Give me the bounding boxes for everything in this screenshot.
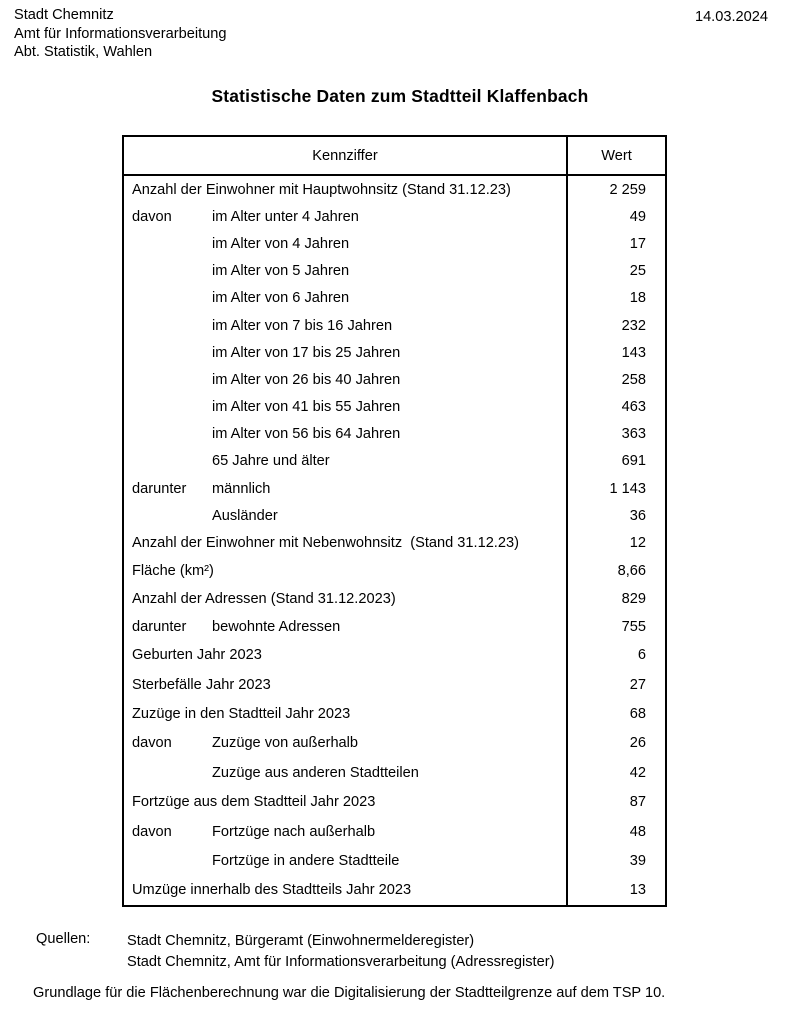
column-header-kennziffer: Kennziffer (312, 147, 378, 164)
row-value: 258 (621, 371, 646, 388)
area-calculation-note: Grundlage für die Flächenberechnung war die Digitalisierung der Stadtteilgrenze auf dem TSP 10. (33, 985, 666, 1001)
table-row (124, 176, 665, 203)
row-value: 463 (621, 399, 646, 416)
row-label: Zuzüge von außerhalb (212, 735, 359, 752)
row-label-cell (124, 394, 566, 421)
row-label: Fortzüge in andere Stadtteile (212, 853, 400, 870)
row-label-cell (124, 312, 566, 339)
row-label: im Alter von 5 Jahren (212, 263, 350, 280)
table-body (124, 176, 665, 905)
row-prefix: davon (132, 735, 172, 752)
sender-line-2: Amt für Informationsverarbeitung (14, 25, 227, 42)
table-row (124, 788, 665, 817)
table-row (124, 230, 665, 257)
source-line-2: Stadt Chemnitz, Amt für Informationsverarbeitung (Adressregister) (127, 953, 555, 970)
row-value: 42 (629, 764, 646, 781)
table-row (124, 502, 665, 529)
row-prefix: davon (132, 823, 172, 840)
row-value: 26 (629, 735, 646, 752)
row-value-cell (566, 729, 665, 758)
table-header-row (124, 137, 665, 176)
row-label-cell (124, 670, 566, 699)
row-label: Fläche (km²) (132, 563, 214, 580)
row-label-cell (124, 876, 566, 905)
row-label: im Alter von 6 Jahren (212, 290, 350, 307)
row-value: 49 (629, 208, 646, 225)
row-value-cell (566, 230, 665, 257)
row-label-cell (124, 448, 566, 475)
table-row (124, 670, 665, 699)
table-row (124, 641, 665, 670)
table-row (124, 366, 665, 393)
row-label-cell (124, 557, 566, 585)
row-value: 39 (629, 853, 646, 870)
row-label-cell (124, 529, 566, 557)
row-label: im Alter von 26 bis 40 Jahren (212, 371, 401, 388)
row-value: 25 (629, 263, 646, 280)
row-value: 87 (629, 794, 646, 811)
row-value: 18 (629, 290, 646, 307)
row-label-cell (124, 421, 566, 448)
row-label: im Alter von 56 bis 64 Jahren (212, 426, 401, 443)
row-value-cell (566, 448, 665, 475)
table-row (124, 817, 665, 846)
table-row (124, 585, 665, 613)
sources-list (127, 931, 554, 973)
table-row (124, 339, 665, 366)
row-label: Fortzüge aus dem Stadtteil Jahr 2023 (132, 794, 376, 811)
row-label: männlich (212, 480, 271, 497)
document-date: 14.03.2024 (694, 9, 768, 25)
column-header-wert: Wert (566, 137, 665, 174)
table-row (124, 846, 665, 875)
row-label: Anzahl der Adressen (Stand 31.12.2023) (132, 590, 396, 607)
row-label-cell (124, 846, 566, 875)
row-label: Geburten Jahr 2023 (132, 647, 262, 664)
table-row (124, 312, 665, 339)
row-prefix: darunter (132, 480, 187, 497)
row-value: 68 (629, 706, 646, 723)
row-value: 17 (629, 235, 646, 252)
table-row (124, 421, 665, 448)
row-label-cell (124, 699, 566, 728)
row-value: 27 (629, 676, 646, 693)
row-value: 232 (621, 317, 646, 334)
row-value-cell (566, 670, 665, 699)
row-label-cell (124, 258, 566, 285)
row-label: Umzüge innerhalb des Stadtteils Jahr 2023 (132, 882, 412, 899)
row-label-cell (124, 585, 566, 613)
row-value-cell (566, 475, 665, 502)
sender-line-1: Stadt Chemnitz (14, 7, 114, 23)
row-label-cell (124, 729, 566, 758)
table-row (124, 285, 665, 312)
row-value-cell (566, 312, 665, 339)
row-value-cell (566, 876, 665, 905)
row-value-cell (566, 846, 665, 875)
row-value: 13 (629, 882, 646, 899)
row-value-cell (566, 394, 665, 421)
row-label: im Alter von 7 bis 16 Jahren (212, 317, 393, 334)
row-value: 8,66 (617, 563, 646, 580)
row-label: Anzahl der Einwohner mit Hauptwohnsitz (Stand 31.12.23) (132, 181, 511, 198)
row-prefix: darunter (132, 618, 187, 635)
row-value: 755 (621, 618, 646, 635)
row-label-cell (124, 285, 566, 312)
row-value: 143 (621, 344, 646, 361)
table-row (124, 258, 665, 285)
row-label: im Alter von 41 bis 55 Jahren (212, 399, 401, 416)
letterhead-sender (14, 6, 227, 62)
row-label: Ausländer (212, 507, 278, 524)
table-row (124, 729, 665, 758)
row-label-cell (124, 641, 566, 670)
table-row (124, 475, 665, 502)
row-label-cell (124, 758, 566, 787)
statistics-table (122, 135, 667, 907)
row-value: 1 143 (609, 480, 646, 497)
row-value-cell (566, 529, 665, 557)
table-row (124, 529, 665, 557)
row-prefix: davon (132, 208, 172, 225)
row-label-cell (124, 817, 566, 846)
row-value-cell (566, 641, 665, 670)
table-row (124, 876, 665, 905)
row-value: 829 (621, 590, 646, 607)
row-label-cell (124, 788, 566, 817)
table-row (124, 699, 665, 728)
table-row (124, 203, 665, 230)
source-line-1: Stadt Chemnitz, Bürgeramt (Einwohnermelderegister) (127, 933, 475, 949)
page-title: Statistische Daten zum Stadtteil Klaffenbach (211, 86, 589, 106)
row-label-cell (124, 176, 566, 203)
row-label-cell (124, 339, 566, 366)
row-value-cell (566, 421, 665, 448)
row-label: im Alter von 4 Jahren (212, 235, 350, 252)
row-value-cell (566, 203, 665, 230)
row-value-cell (566, 285, 665, 312)
sender-line-3: Abt. Statistik, Wahlen (14, 44, 153, 61)
table-row (124, 758, 665, 787)
row-value: 2 259 (609, 181, 646, 198)
row-value-cell (566, 758, 665, 787)
row-value-cell (566, 502, 665, 529)
table-row (124, 613, 665, 641)
row-label: Anzahl der Einwohner mit Nebenwohnsitz (Stand 31.12.23) (132, 535, 519, 552)
row-value: 36 (629, 507, 646, 524)
row-label: im Alter von 17 bis 25 Jahren (212, 344, 401, 361)
row-value-cell (566, 557, 665, 585)
row-label-cell (124, 230, 566, 257)
row-value-cell (566, 176, 665, 203)
table-row (124, 448, 665, 475)
row-label: im Alter unter 4 Jahren (212, 208, 359, 225)
row-label: Sterbefälle Jahr 2023 (132, 676, 271, 693)
row-label-cell (124, 203, 566, 230)
row-value-cell (566, 817, 665, 846)
row-value-cell (566, 585, 665, 613)
row-value-cell (566, 788, 665, 817)
row-label-cell (124, 613, 566, 641)
row-value-cell (566, 366, 665, 393)
table-row (124, 557, 665, 585)
row-value-cell (566, 258, 665, 285)
row-value-cell (566, 339, 665, 366)
row-label: bewohnte Adressen (212, 618, 341, 635)
row-value: 363 (621, 426, 646, 443)
row-value: 691 (621, 453, 646, 470)
row-label: Zuzüge in den Stadtteil Jahr 2023 (132, 706, 351, 723)
row-label: Zuzüge aus anderen Stadtteilen (212, 764, 419, 781)
table-row (124, 394, 665, 421)
row-value: 12 (629, 535, 646, 552)
row-label-cell (124, 502, 566, 529)
row-value: 6 (637, 647, 646, 664)
row-label-cell (124, 366, 566, 393)
row-value-cell (566, 613, 665, 641)
row-label: 65 Jahre und älter (212, 453, 330, 470)
sources-label: Quellen: (36, 931, 91, 947)
row-label: Fortzüge nach außerhalb (212, 823, 376, 840)
row-value: 48 (629, 823, 646, 840)
row-value-cell (566, 699, 665, 728)
row-label-cell (124, 475, 566, 502)
